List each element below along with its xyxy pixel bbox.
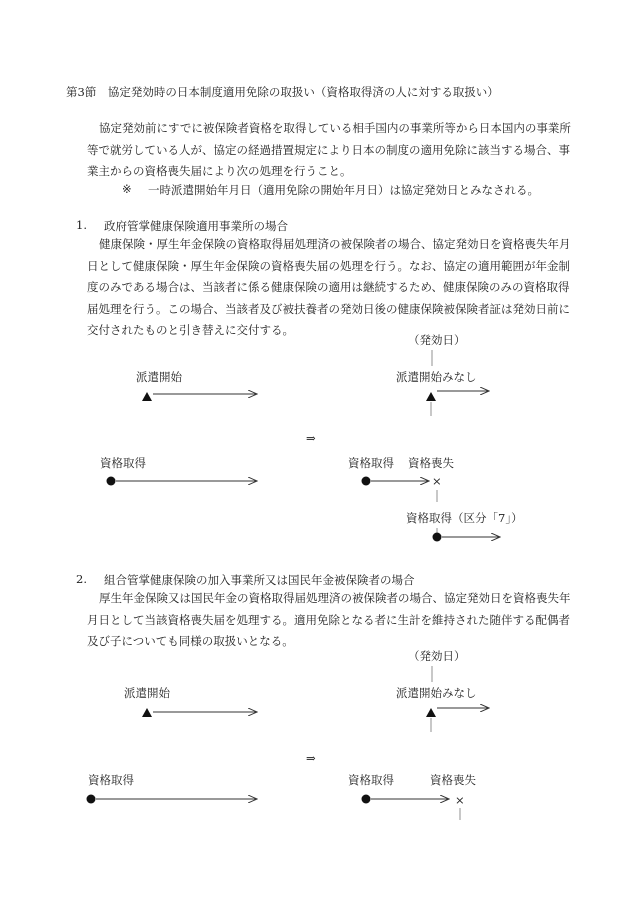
case2-diagram [0, 646, 630, 821]
dispatch-start-triangle-icon [142, 392, 152, 401]
acquisition-label-left: 資格取得 [88, 773, 134, 787]
case1-number: 1. [76, 218, 87, 232]
note-text: 一時派遣開始年月日（適用免除の開始年月日）は協定発効日とみなされる。 [148, 183, 539, 197]
case1-body: 健康保険・厚生年金保険の資格取得届処理済の被保険者の場合、協定発効日を資格喪失年月日として健康保険・厚生年金保険の資格喪失届の処理を行う。なお、協定の適用範囲が年金制度のみである場合は、当該者に係る健康保険の適用は継続するため、健康保険のみの資格取得届処理を行う。この場合、当該者及び被扶養者の発効日後の健康保険被保険者証は発効日前に交付されたものと引き替えに交付する。 [87, 237, 571, 337]
loss-label: 資格喪失 [430, 773, 476, 787]
dispatch-deemed-label: 派遣開始みなし [396, 370, 477, 384]
case2-number: 2. [76, 572, 87, 586]
dispatch-start-label: 派遣開始 [124, 686, 170, 700]
acquisition-dot-left [87, 795, 96, 804]
loss-mark: × [455, 793, 465, 807]
effective-date-label: （発効日） [408, 649, 466, 663]
case2-heading: 組合管掌健康保険の加入事業所又は国民年金被保険者の場合 [104, 573, 415, 587]
transform-arrow: ⇒ [306, 431, 316, 445]
dispatch-deemed-triangle-icon [426, 392, 436, 401]
section-title: 第3節 協定発効時の日本制度適用免除の取扱い（資格取得済の人に対する取扱い） [66, 85, 499, 99]
reacquisition-dot [433, 533, 442, 542]
effective-date-label: （発効日） [408, 333, 466, 347]
loss-mark: × [432, 474, 442, 488]
acquisition-dot-left [107, 477, 116, 486]
dispatch-deemed-label: 派遣開始みなし [396, 686, 477, 700]
loss-label: 資格喪失 [408, 456, 454, 470]
intro-paragraph: 協定発効前にすでに被保険者資格を取得している相手国内の事業所等から日本国内の事業所等で就労している人が、協定の経過措置規定により日本の制度の適用免除に該当する場合、事業主からの資格喪失届により次の処理を行うこと。 [87, 121, 571, 178]
case2-body: 厚生年金保険又は国民年金の資格取得届処理済の被保険者の場合、協定発効日を資格喪失年月日として当該資格喪失届を処理する。適用免除となる者に生計を維持された随伴する配偶者及び子についても同様の取扱いとなる。 [87, 591, 571, 648]
acquisition-dot-right [362, 477, 371, 486]
case1-diagram [0, 330, 630, 550]
dispatch-start-triangle-icon [142, 708, 152, 717]
acquisition-dot-right [362, 795, 371, 804]
case1-heading: 政府管掌健康保険適用事業所の場合 [104, 219, 288, 233]
reacquisition-label: 資格取得（区分「7」） [406, 511, 523, 525]
note-mark: ※ [122, 182, 132, 196]
dispatch-start-label: 派遣開始 [136, 370, 182, 384]
acquisition-label-left: 資格取得 [100, 456, 146, 470]
acquisition-label-right: 資格取得 [348, 456, 394, 470]
acquisition-label-right: 資格取得 [348, 773, 394, 787]
transform-arrow: ⇒ [306, 751, 316, 765]
dispatch-deemed-triangle-icon [426, 708, 436, 717]
